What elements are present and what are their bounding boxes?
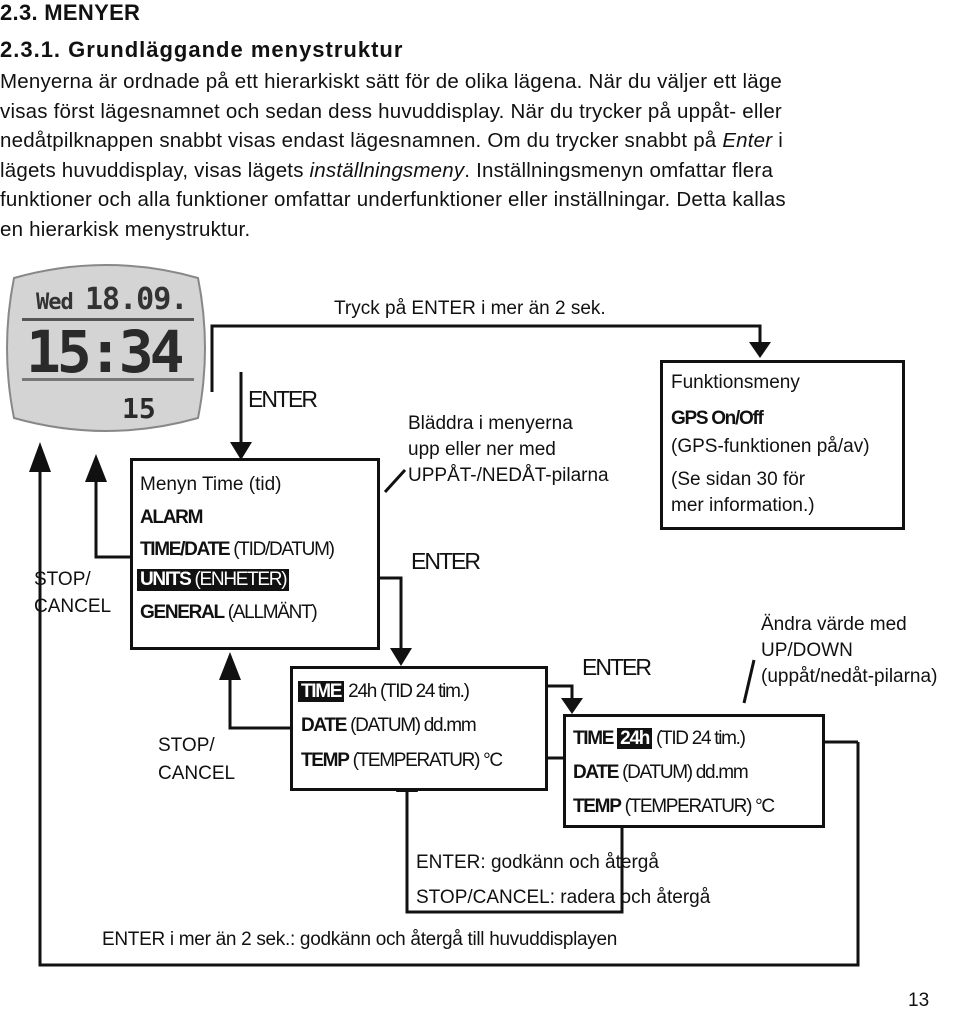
value-item-temp [573, 796, 774, 818]
value-item-label: TIME [573, 728, 614, 749]
stop-cancel-label [158, 732, 235, 788]
units-item-label: DATE [301, 715, 347, 736]
units-item-label: TEMP [301, 750, 349, 771]
watch-date [36, 282, 187, 317]
watch-time: 15:34 [26, 318, 181, 386]
stop-cancel-line: STOP/ [158, 735, 215, 756]
units-item-label: TIME [298, 681, 344, 702]
time-menu-title: Menyn Time (tid) [140, 474, 282, 495]
units-menu-box [290, 666, 548, 791]
enter-label: ENTER [582, 654, 650, 680]
stop-cancel-line: CANCEL [158, 763, 236, 784]
units-item-temp [301, 750, 502, 772]
menu-item-alarm: ALARM [140, 507, 203, 528]
browse-note-line: UPPÅT-/NEDÅT-pilarna [408, 465, 609, 486]
enter-label: ENTER [411, 548, 479, 574]
intro-line: Menyerna är ordnade på ett hierarkiskt sätt för de olika lägena. När du väljer ett läge [0, 70, 783, 93]
change-value-line: (uppåt/nedåt-pilarna) [761, 666, 938, 687]
stop-cancel-line: STOP/ [34, 569, 91, 590]
intro-emphasis: inställningsmeny [309, 158, 465, 182]
menu-item-label: UNITS [140, 569, 191, 590]
stop-confirm-note: STOP/CANCEL: radera och återgå [416, 887, 711, 908]
value-item-label: DATE [573, 762, 619, 783]
enter-long-confirm-note: ENTER i mer än 2 sek.: godkänn och återgå till huvuddisplayen [102, 929, 618, 950]
intro-text: nedåtpilknappen snabbt visas endast lägesnamnen. Om du trycker snabbt på [0, 129, 717, 152]
units-item-desc: 24h (TID 24 tim.) [348, 681, 469, 702]
intro-line: funktioner och alla funktioner omfattar underfunktioner eller inställningar. Detta kallas [0, 188, 786, 211]
watch-date-value: 18.09. [85, 282, 188, 317]
value-item-time [573, 728, 745, 750]
intro-emphasis: Enter [722, 129, 773, 152]
change-value-line: UP/DOWN [761, 640, 853, 661]
function-menu-box [660, 360, 905, 530]
watch-seconds: 15 [122, 392, 156, 425]
menu-item-desc: (TID/DATUM) [233, 539, 334, 560]
value-item-desc: (TEMPERATUR) °C [624, 796, 774, 817]
menu-item-units [137, 569, 289, 591]
function-menu-title: Funktionsmeny [671, 372, 800, 393]
menu-item-desc: (ALLMÄNT) [227, 602, 317, 623]
subsection-heading: 2.3.1. Grundläggande menystruktur [0, 37, 404, 62]
value-item-desc: (DATUM) dd.mm [622, 762, 748, 783]
menu-item-timedate [140, 539, 334, 561]
intro-text: . Inställningsmenyn omfattar flera [464, 158, 774, 182]
see-page-note: mer information.) [671, 495, 815, 516]
change-value-note [761, 612, 937, 690]
units-item-desc: (DATUM) dd.mm [350, 715, 476, 736]
value-edit-box [563, 714, 825, 828]
long-press-label: Tryck på ENTER i mer än 2 sek. [334, 298, 606, 319]
units-item-time [298, 681, 469, 703]
menu-item-label: TIME/DATE [140, 539, 230, 560]
intro-text: i [778, 129, 783, 152]
value-item-highlight: 24h [617, 728, 652, 749]
menu-item-general [140, 602, 316, 624]
units-item-desc: (TEMPERATUR) °C [352, 750, 502, 771]
enter-confirm-note: ENTER: godkänn och återgå [416, 852, 659, 873]
watch-day: Wed [36, 290, 73, 315]
browse-note-line: upp eller ner med [408, 439, 556, 460]
page-number: 13 [908, 990, 930, 1011]
value-item-desc: (TID 24 tim.) [656, 728, 745, 749]
intro-line: en hierarkisk menystruktur. [0, 217, 251, 241]
change-value-line: Ändra värde med [761, 614, 907, 635]
time-menu-box [130, 458, 380, 650]
menu-item-label: GENERAL [140, 602, 224, 623]
intro-line: visas först lägesnamnet och sedan dess huvuddisplay. När du trycker på uppåt- eller [0, 99, 782, 123]
see-page-note: (Se sidan 30 för [671, 469, 806, 490]
stop-cancel-line: CANCEL [34, 596, 112, 617]
stop-cancel-label [34, 566, 111, 620]
enter-label: ENTER [248, 386, 316, 412]
value-item-label: TEMP [573, 796, 621, 817]
intro-text: lägets huvuddisplay, visas lägets [0, 158, 304, 182]
units-item-date [301, 715, 475, 737]
watch-display [0, 258, 212, 438]
gps-option: GPS On/Off [671, 408, 763, 429]
gps-description: (GPS-funktionen på/av) [671, 436, 870, 457]
menu-item-desc: (ENHETER) [194, 569, 287, 590]
browse-note-line: Bläddra i menyerna [408, 413, 573, 434]
value-item-date [573, 762, 747, 784]
browse-note [408, 411, 609, 489]
section-heading: 2.3. MENYER [0, 0, 141, 25]
